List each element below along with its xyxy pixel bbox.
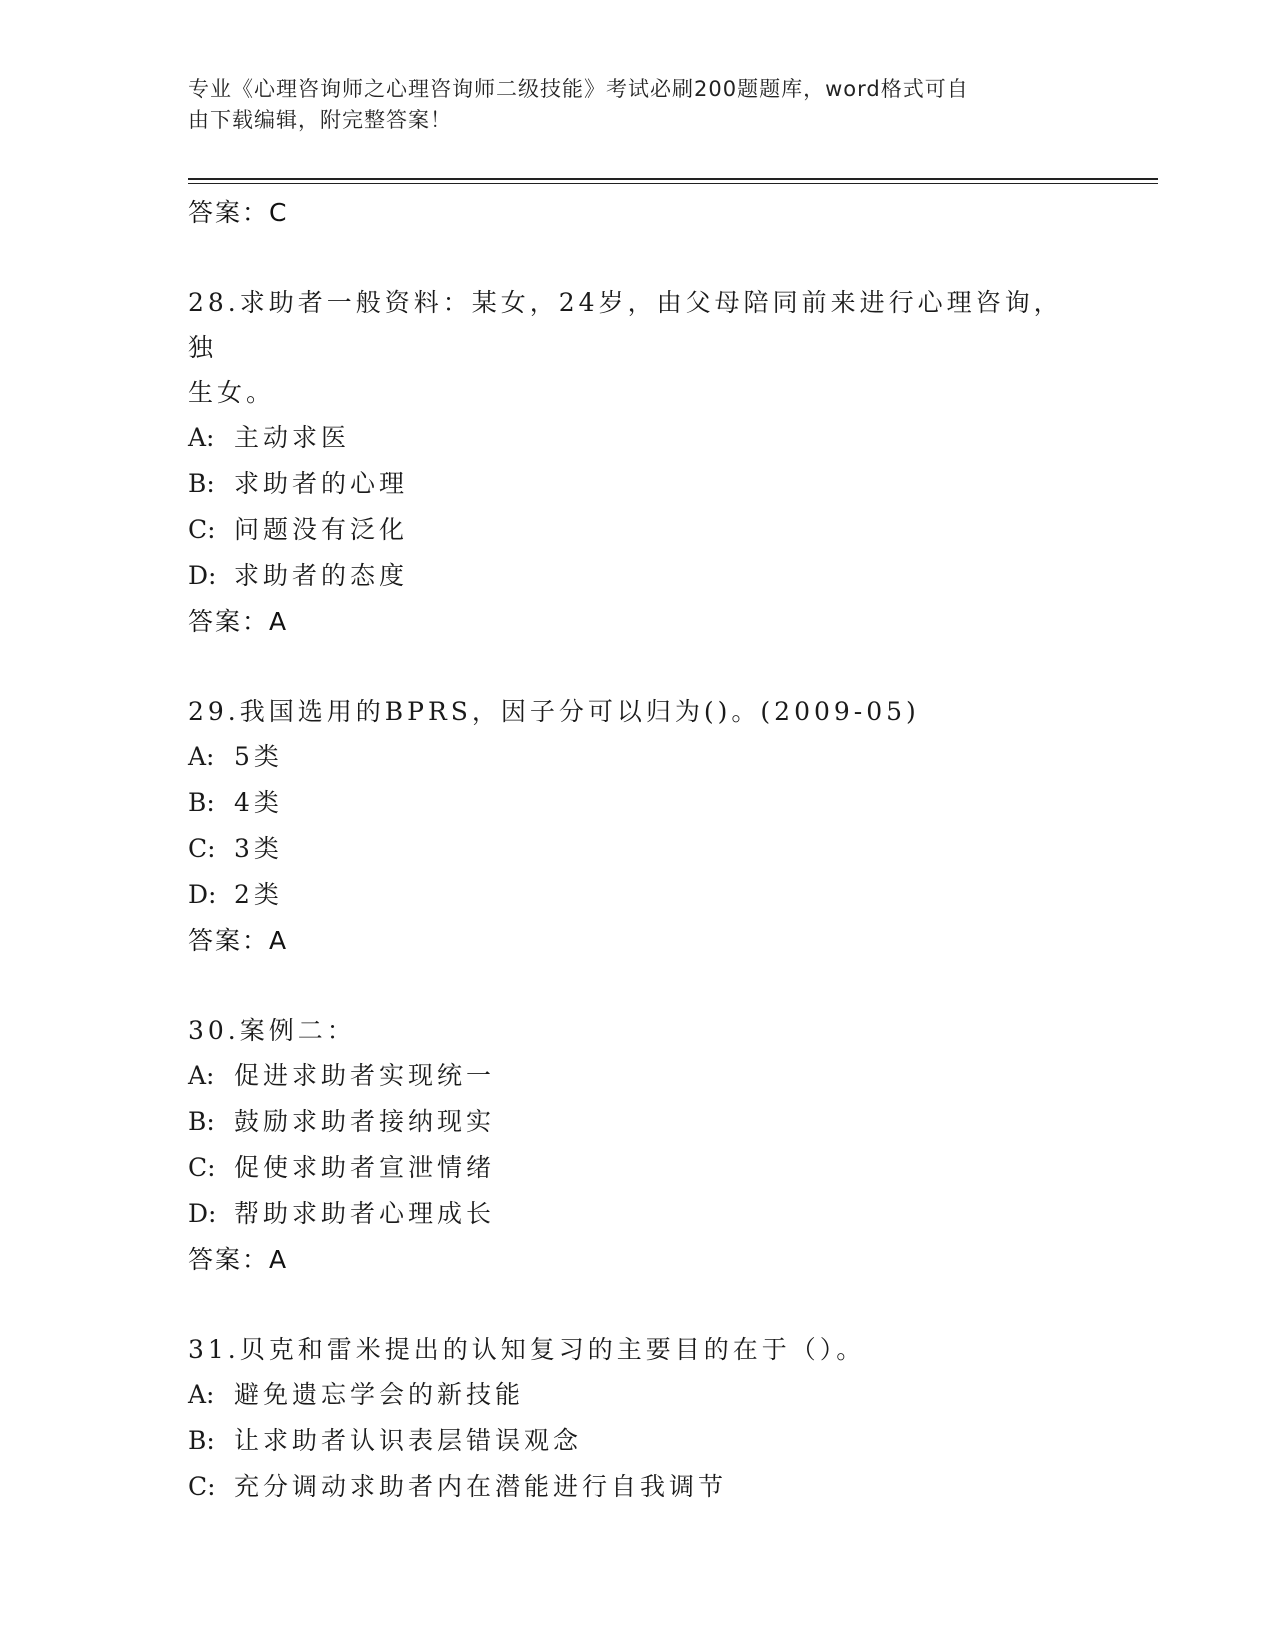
option-c: [188, 1464, 1088, 1510]
option-text: 鼓励求助者接纳现实: [234, 1107, 496, 1136]
option-text: 2类: [234, 880, 283, 909]
option-text: 5类: [234, 742, 283, 771]
option-text: 避免遗忘学会的新技能: [234, 1380, 525, 1409]
question-stem-line: 生女。: [188, 378, 276, 407]
option-d: [188, 1191, 1088, 1237]
option-text: 促进求助者实现统一: [234, 1061, 496, 1090]
option-text: 促使求助者宣泄情绪: [234, 1153, 496, 1182]
option-text: 问题没有泛化: [234, 515, 409, 544]
option-a: [188, 1372, 1088, 1418]
option-letter: C:: [188, 834, 216, 863]
question-stem-line: 29.我国选用的BPRS，因子分可以归为()。(2009-05): [188, 697, 920, 726]
option-d: [188, 553, 1088, 599]
question-list: [188, 190, 1088, 1510]
option-b: [188, 1099, 1088, 1145]
question-28: [188, 280, 1088, 645]
question-stem: [188, 1327, 1088, 1372]
answer-line: 答案：A: [188, 607, 289, 636]
option-letter: C:: [188, 1472, 216, 1501]
option-letter: C:: [188, 1153, 216, 1182]
option-letter: D:: [188, 1199, 217, 1228]
question-stem-line: 30.案例二：: [188, 1016, 356, 1045]
option-letter: A:: [188, 423, 215, 452]
question-30: [188, 1008, 1088, 1283]
option-c: [188, 1145, 1088, 1191]
option-letter: B:: [188, 788, 215, 817]
option-text: 求助者的态度: [234, 561, 409, 590]
option-letter: A:: [188, 1380, 215, 1409]
option-a: [188, 415, 1088, 461]
option-a: [188, 1053, 1088, 1099]
option-text: 主动求医: [234, 423, 351, 452]
question-31: [188, 1327, 1088, 1510]
option-letter: C:: [188, 515, 216, 544]
option-c: [188, 826, 1088, 872]
option-text: 3类: [234, 834, 283, 863]
option-a: [188, 734, 1088, 780]
question-stem-line: 28.求助者一般资料：某女，24岁，由父母陪同前来进行心理咨询，独: [188, 288, 1063, 362]
question-stem-line: 31.贝克和雷米提出的认知复习的主要目的在于（）。: [188, 1335, 866, 1364]
option-letter: A:: [188, 1061, 215, 1090]
header-line-2: 由下载编辑，附完整答案！: [188, 108, 452, 132]
option-text: 4类: [234, 788, 283, 817]
option-c: [188, 507, 1088, 553]
option-text: 充分调动求助者内在潜能进行自我调节: [234, 1472, 728, 1501]
option-b: [188, 780, 1088, 826]
option-letter: D:: [188, 880, 217, 909]
option-letter: D:: [188, 561, 217, 590]
option-text: 帮助求助者心理成长: [234, 1199, 496, 1228]
answer-line: 答案：A: [188, 1245, 289, 1274]
document-header: [188, 74, 1068, 136]
option-b: [188, 461, 1088, 507]
question-29: [188, 689, 1088, 964]
option-text: 求助者的心理: [234, 469, 409, 498]
question-stem: [188, 689, 1088, 734]
option-d: [188, 872, 1088, 918]
option-text: 让求助者认识表层错误观念: [234, 1426, 583, 1455]
option-b: [188, 1418, 1088, 1464]
option-letter: A:: [188, 742, 215, 771]
question-stem: [188, 1008, 1088, 1053]
option-letter: B:: [188, 469, 215, 498]
option-letter: B:: [188, 1107, 215, 1136]
option-letter: B:: [188, 1426, 215, 1455]
question-stem: [188, 280, 1088, 415]
header-divider-thick: [188, 178, 1158, 180]
header-divider-thin: [188, 183, 1158, 184]
header-line-1: 专业《心理咨询师之心理咨询师二级技能》考试必刷200题题库，word格式可自: [188, 77, 969, 101]
answer-line: 答案：C: [188, 198, 289, 227]
answer-line: 答案：A: [188, 926, 289, 955]
